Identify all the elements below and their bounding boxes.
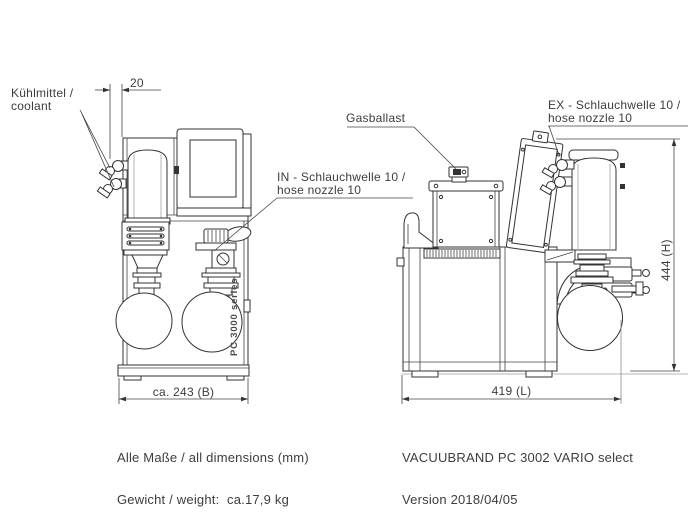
series-marking xyxy=(229,277,307,367)
tilted-controller-panel xyxy=(506,129,564,253)
controller-panel xyxy=(174,129,251,216)
front-base xyxy=(118,365,249,380)
notes-right xyxy=(402,423,633,525)
version-note: Version 2018/04/05 xyxy=(402,492,518,507)
vacuum-chamber xyxy=(429,167,503,247)
dimension-20-text: 20 xyxy=(130,76,144,90)
front-condenser xyxy=(125,150,170,224)
model-name: VACUUBRAND PC 3002 VARIO select xyxy=(402,450,634,465)
weight-note: Gewicht / weight: ca.17,9 kg xyxy=(117,492,289,507)
exhaust-label xyxy=(548,99,680,125)
coolant-label-line2: coolant xyxy=(11,99,52,113)
round-flask-side xyxy=(558,286,623,351)
coolant-label xyxy=(11,87,73,113)
dimensions-note: Alle Maße / all dimensions (mm) xyxy=(117,450,309,465)
inlet-label-line2: hose nozzle 10 xyxy=(277,183,362,197)
gasballast-valve xyxy=(449,167,468,182)
vent-grille-front xyxy=(122,222,169,250)
dimension-height-text xyxy=(659,239,700,295)
gasballast-label: Gasballast xyxy=(346,111,406,125)
exhaust-label-line1: EX - Schlauchwelle 10 / xyxy=(548,98,681,112)
inlet-label-line1: IN - Schlauchwelle 10 / xyxy=(277,170,406,184)
coolant-label-line1: Kühlmittel / xyxy=(11,86,74,100)
dimension-length-text: 419 (L) xyxy=(491,384,532,398)
series-marking-text: PC 3000 series xyxy=(229,277,240,356)
inlet-label xyxy=(277,171,405,197)
notes-left xyxy=(117,423,309,525)
exhaust-label-line2: hose nozzle 10 xyxy=(548,111,633,125)
dimension-width-text: ca. 243 (B) xyxy=(152,385,215,399)
dimension-height-value: 444 (H) xyxy=(659,239,673,281)
side-view-drawing xyxy=(397,129,688,377)
round-flask-left xyxy=(116,293,172,349)
